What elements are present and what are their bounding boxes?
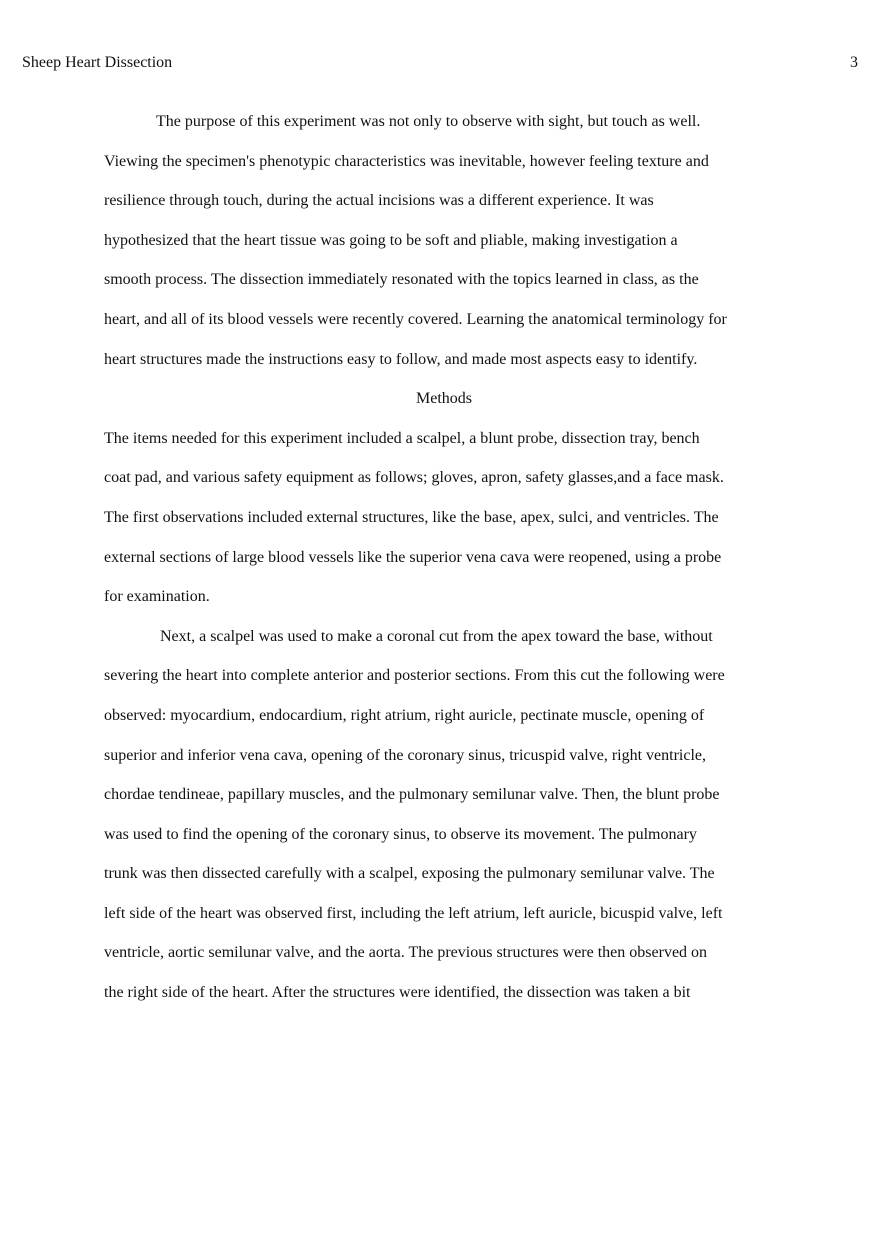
text-line: heart, and all of its blood vessels were recently covered. Learning the anatomical terminology for: [104, 310, 727, 328]
text-line: superior and inferior vena cava, opening of the coronary sinus, tricuspid valve, right ventricle,: [104, 746, 707, 764]
text-line: ventricle, aortic semilunar valve, and the aorta. The previous structures were then observed on: [104, 944, 708, 962]
text-line: external sections of large blood vessels like the superior vena cava were reopened, using a probe: [104, 548, 722, 566]
text-line: severing the heart into complete anterior and posterior sections. From this cut the following were: [104, 667, 725, 685]
text-line: the right side of the heart. After the structures were identified, the dissection was taken a bit: [104, 984, 691, 1002]
text-line: chordae tendineae, papillary muscles, and the pulmonary semilunar valve. Then, the blunt probe: [104, 786, 720, 804]
text-line: heart structures made the instructions easy to follow, and made most aspects easy to identify.: [104, 350, 698, 368]
paragraph-introduction: [104, 102, 784, 379]
page-number: 3: [850, 54, 858, 71]
page-header: [22, 52, 858, 74]
text-line: resilience through touch, during the actual incisions was a different experience. It was: [104, 192, 654, 210]
text-line: Next, a scalpel was used to make a coronal cut from the apex toward the base, without: [160, 627, 713, 645]
text-line: trunk was then dissected carefully with a scalpel, exposing the pulmonary semilunar valve. The: [104, 865, 715, 883]
text-line: coat pad, and various safety equipment as follows; gloves, apron, safety glasses,and a face mask.: [104, 469, 724, 487]
paragraph-materials: [104, 419, 784, 617]
text-line: smooth process. The dissection immediately resonated with the topics learned in class, as the: [104, 271, 699, 289]
running-head: Sheep Heart Dissection: [22, 54, 173, 71]
text-line: observed: myocardium, endocardium, right atrium, right auricle, pectinate muscle, opening of: [104, 706, 705, 724]
text-line: The first observations included external structures, like the base, apex, sulci, and ventricles. The: [104, 508, 719, 526]
text-line: hypothesized that the heart tissue was going to be soft and pliable, making investigation a: [104, 231, 678, 249]
document-body: [104, 102, 784, 1013]
text-line: Viewing the specimen's phenotypic characteristics was inevitable, however feeling texture and: [104, 152, 709, 170]
text-line: was used to find the opening of the coronary sinus, to observe its movement. The pulmonary: [104, 825, 697, 843]
paragraph-procedure: [104, 617, 784, 1013]
section-heading-methods: Methods: [416, 390, 472, 408]
text-line: for examination.: [104, 588, 210, 606]
text-line: left side of the heart was observed first, including the left atrium, left auricle, bicuspid valve, left: [104, 904, 723, 922]
text-line: The items needed for this experiment included a scalpel, a blunt probe, dissection tray, bench: [104, 429, 700, 447]
text-line: The purpose of this experiment was not only to observe with sight, but touch as well.: [156, 113, 701, 130]
